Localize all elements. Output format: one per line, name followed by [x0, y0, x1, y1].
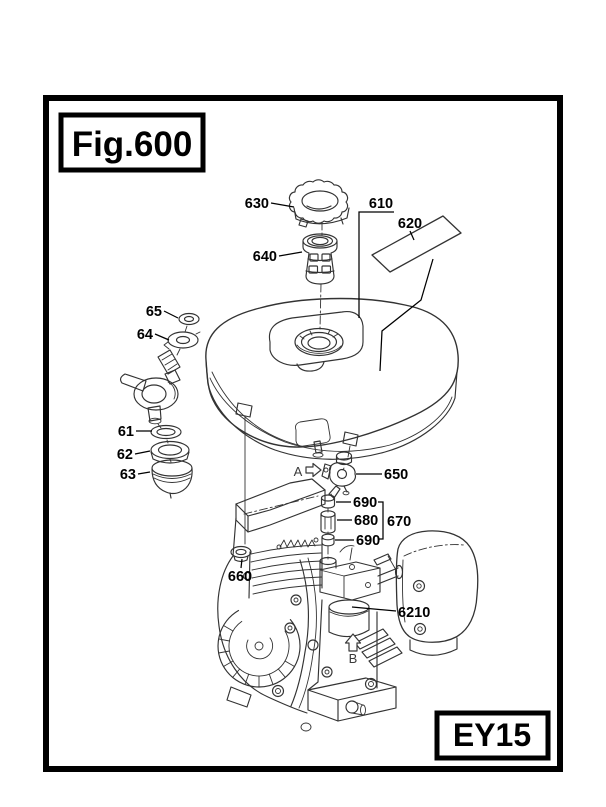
leader-63: [138, 472, 150, 474]
view-marker-a: [294, 464, 321, 480]
callout-650: 650: [384, 467, 409, 483]
callout-64: 64: [136, 327, 153, 343]
leader-620-tank: [380, 259, 433, 371]
view-marker-a-label: A: [293, 464, 303, 479]
fuel-strainer-drawing: [303, 234, 337, 284]
callout-680: 680: [354, 513, 379, 529]
callout-61: 61: [117, 424, 134, 440]
leader-6210: [352, 607, 396, 611]
view-marker-b: [346, 634, 361, 666]
leader-lines: [135, 203, 433, 611]
fuel-cap-drawing: [289, 180, 349, 227]
callout-62: 62: [116, 447, 133, 463]
leader-640: [279, 252, 302, 256]
leader-660: [241, 559, 242, 568]
callout-660: 660: [227, 569, 253, 585]
callout-6210: 6210: [398, 605, 431, 621]
callout-670: 670: [387, 514, 412, 530]
callout-65: 65: [145, 304, 162, 320]
model-code-box: [437, 713, 548, 758]
callout-640: 640: [252, 249, 277, 265]
callout-630: 630: [244, 196, 269, 212]
leader-65: [164, 311, 178, 318]
carburetor-drawing: [320, 546, 403, 637]
air-cleaner-drawing: [396, 531, 477, 655]
figure-title-box: [61, 115, 203, 170]
callout-610: 610: [368, 196, 394, 212]
callout-690-bottom: 690: [356, 533, 381, 549]
model-code: EY15: [452, 717, 532, 753]
leader-64: [155, 334, 169, 340]
callout-63: 63: [119, 467, 136, 483]
view-marker-b-label: B: [348, 651, 358, 666]
callout-690-top: 690: [353, 495, 378, 511]
callout-620: 620: [397, 216, 423, 232]
arrow-right-icon: [306, 464, 321, 477]
figure-title: Fig.600: [71, 125, 193, 164]
leader-62: [135, 451, 150, 454]
